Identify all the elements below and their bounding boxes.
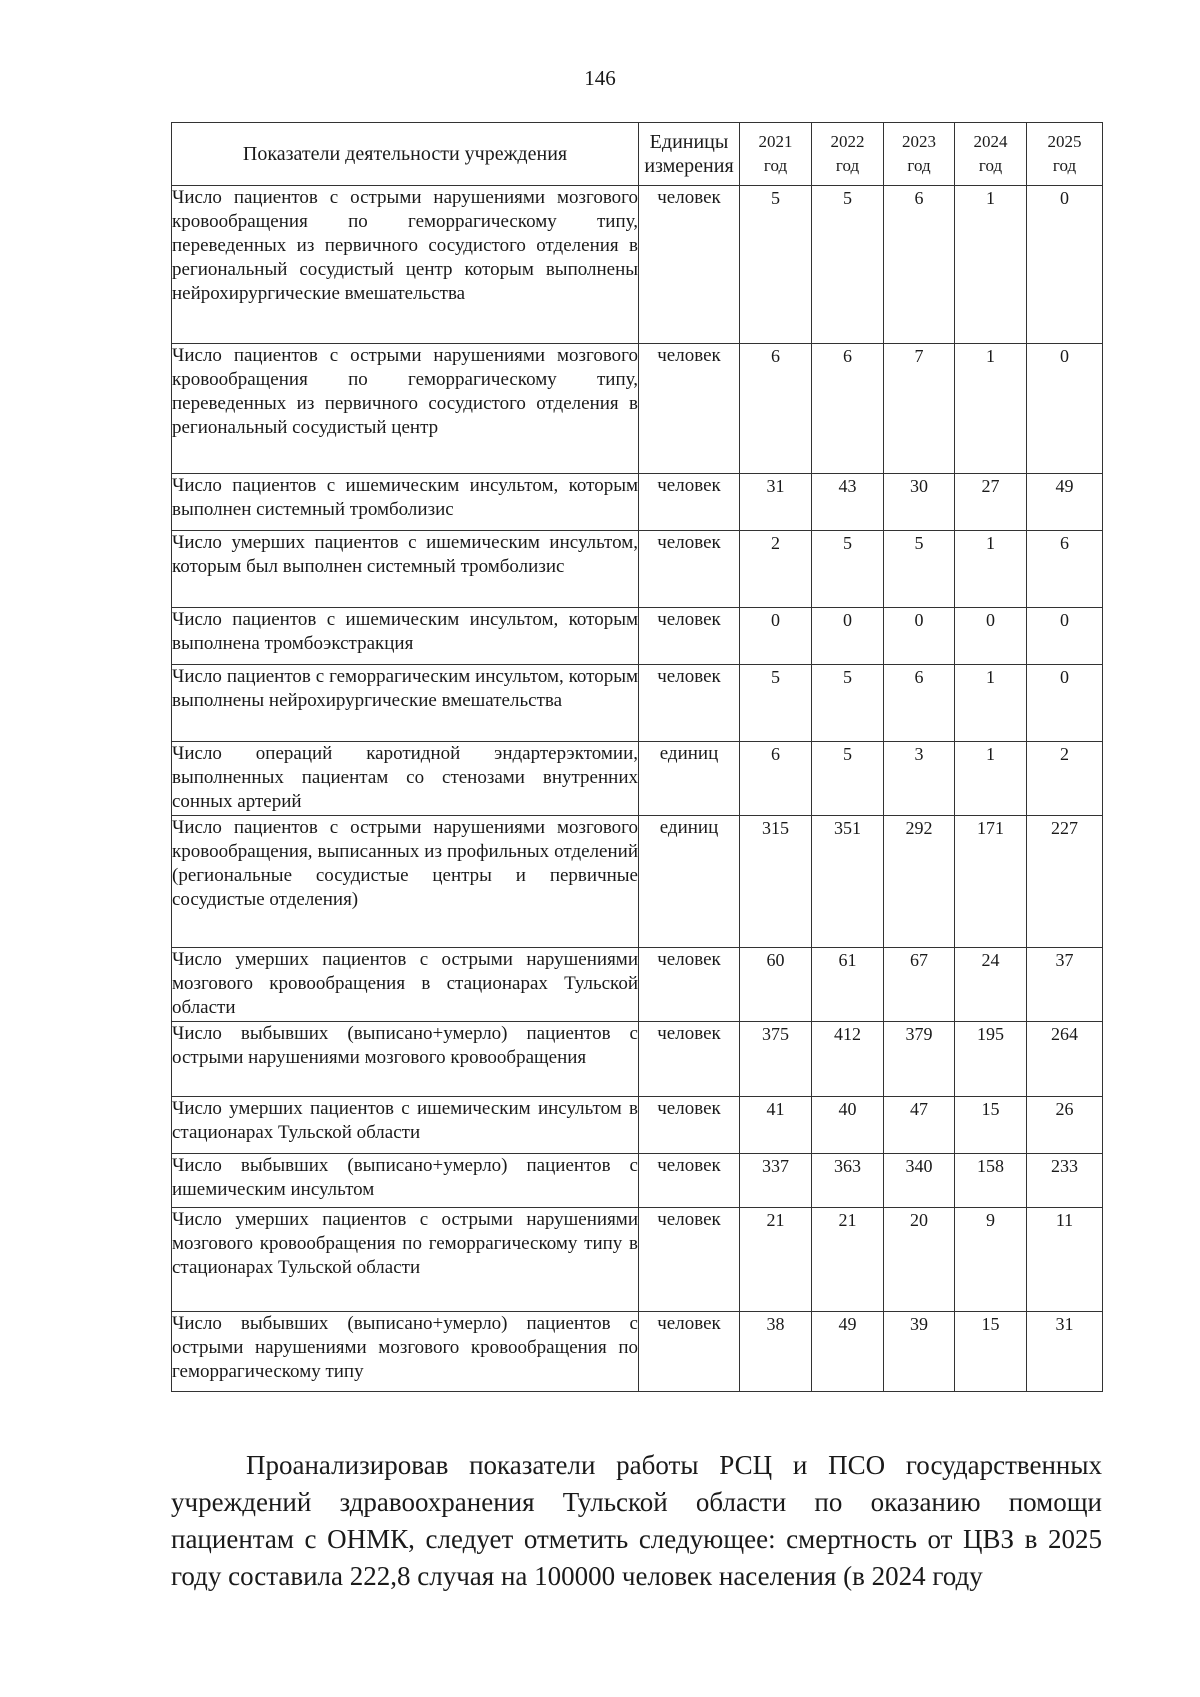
row-value-2022: 5 xyxy=(812,531,884,608)
table-row xyxy=(172,1154,1103,1208)
header-year: 2022 xyxy=(830,132,865,151)
header-year-2022 xyxy=(812,123,884,186)
header-year: 2025 xyxy=(1047,132,1082,151)
row-value-2024: 1 xyxy=(955,665,1027,742)
row-value-2021: 2 xyxy=(740,531,812,608)
row-value-2022: 6 xyxy=(812,344,884,474)
row-value-2024: 15 xyxy=(955,1312,1027,1392)
row-value-2023: 0 xyxy=(884,608,955,665)
row-indicator: Число выбывших (выписано+умерло) пациентов с ишемическим инсультом xyxy=(172,1154,639,1208)
header-year-suffix: год xyxy=(978,156,1003,175)
table-header-row xyxy=(172,123,1103,186)
row-value-2022: 5 xyxy=(812,742,884,816)
row-value-2023: 6 xyxy=(884,186,955,344)
table-row xyxy=(172,742,1103,816)
row-value-2024: 158 xyxy=(955,1154,1027,1208)
row-value-2023: 340 xyxy=(884,1154,955,1208)
row-value-2021: 5 xyxy=(740,186,812,344)
header-year-2025 xyxy=(1027,123,1103,186)
table-row xyxy=(172,474,1103,531)
row-value-2024: 15 xyxy=(955,1097,1027,1154)
row-unit: человек xyxy=(639,948,740,1022)
header-year: 2024 xyxy=(973,132,1008,151)
row-value-2022: 43 xyxy=(812,474,884,531)
row-value-2023: 67 xyxy=(884,948,955,1022)
row-unit: человек xyxy=(639,1154,740,1208)
table-row xyxy=(172,948,1103,1022)
header-year-suffix: год xyxy=(907,156,931,175)
row-unit: человек xyxy=(639,531,740,608)
row-indicator: Число выбывших (выписано+умерло) пациентов с острыми нарушениями мозгового кровообращения xyxy=(172,1022,639,1097)
row-value-2023: 30 xyxy=(884,474,955,531)
header-indicator: Показатели деятельности учреждения xyxy=(172,123,639,186)
row-value-2024: 1 xyxy=(955,742,1027,816)
row-value-2025: 0 xyxy=(1027,186,1103,344)
row-value-2022: 351 xyxy=(812,816,884,948)
indicators-table xyxy=(171,122,1103,1392)
row-value-2021: 38 xyxy=(740,1312,812,1392)
row-value-2025: 6 xyxy=(1027,531,1103,608)
row-indicator: Число пациентов с ишемическим инсультом, которым выполнена тромбоэкстракция xyxy=(172,608,639,665)
row-unit: человек xyxy=(639,608,740,665)
row-value-2022: 412 xyxy=(812,1022,884,1097)
header-year-suffix: год xyxy=(763,156,788,175)
row-unit: человек xyxy=(639,474,740,531)
row-value-2025: 37 xyxy=(1027,948,1103,1022)
row-unit: человек xyxy=(639,344,740,474)
row-unit: единиц xyxy=(639,816,740,948)
row-value-2025: 227 xyxy=(1027,816,1103,948)
header-unit-line2: измерения xyxy=(644,155,734,177)
row-indicator: Число умерших пациентов с ишемическим инсультом, которым был выполнен системный тромболизис xyxy=(172,531,639,608)
table-row xyxy=(172,1312,1103,1392)
table-row xyxy=(172,1022,1103,1097)
row-value-2024: 9 xyxy=(955,1208,1027,1312)
row-indicator: Число выбывших (выписано+умерло) пациентов с острыми нарушениями мозгового кровообращения по геморрагическому типу xyxy=(172,1312,639,1392)
row-value-2025: 2 xyxy=(1027,742,1103,816)
row-value-2024: 195 xyxy=(955,1022,1027,1097)
row-value-2025: 233 xyxy=(1027,1154,1103,1208)
row-indicator: Число пациентов с острыми нарушениями мозгового кровообращения по геморрагическому типу, переведенных из первичного сосудистого отделения в региональный сосудистый центр xyxy=(172,344,639,474)
header-unit xyxy=(639,123,740,186)
row-value-2024: 1 xyxy=(955,186,1027,344)
row-value-2025: 264 xyxy=(1027,1022,1103,1097)
header-unit-line1: Единицы xyxy=(649,131,729,153)
row-value-2023: 47 xyxy=(884,1097,955,1154)
row-value-2022: 363 xyxy=(812,1154,884,1208)
row-value-2023: 7 xyxy=(884,344,955,474)
row-value-2025: 0 xyxy=(1027,665,1103,742)
row-value-2023: 5 xyxy=(884,531,955,608)
row-indicator: Число умерших пациентов с острыми нарушениями мозгового кровообращения по геморрагическому типу в стационарах Тульской области xyxy=(172,1208,639,1312)
row-value-2021: 60 xyxy=(740,948,812,1022)
table-row xyxy=(172,186,1103,344)
row-value-2024: 0 xyxy=(955,608,1027,665)
header-year-2021 xyxy=(740,123,812,186)
table-row xyxy=(172,1208,1103,1312)
header-year: 2021 xyxy=(758,132,793,151)
page-number: 146 xyxy=(584,66,616,90)
row-indicator: Число пациентов с острыми нарушениями мозгового кровообращения, выписанных из профильных отделений (региональные сосудистые центры и первичные сосудистые отделения) xyxy=(172,816,639,948)
row-value-2025: 26 xyxy=(1027,1097,1103,1154)
row-value-2021: 337 xyxy=(740,1154,812,1208)
table-row xyxy=(172,344,1103,474)
row-value-2025: 0 xyxy=(1027,344,1103,474)
row-indicator: Число пациентов с ишемическим инсультом, которым выполнен системный тромболизис xyxy=(172,474,639,531)
row-value-2023: 292 xyxy=(884,816,955,948)
row-unit: человек xyxy=(639,1022,740,1097)
row-value-2025: 49 xyxy=(1027,474,1103,531)
row-value-2021: 5 xyxy=(740,665,812,742)
table-row xyxy=(172,1097,1103,1154)
row-unit: человек xyxy=(639,665,740,742)
row-value-2023: 3 xyxy=(884,742,955,816)
row-unit: человек xyxy=(639,186,740,344)
body-paragraph: Проанализировав показатели работы РСЦ и ПСО государственных учреждений здравоохранения Тульской области по оказанию помощи пациентам с ОНМК, следует отметить следующее: смертность от ЦВЗ в 2025 году составила 222,8 случая на 100000 человек населения (в 2024 году xyxy=(171,1450,1102,1591)
row-value-2024: 27 xyxy=(955,474,1027,531)
row-value-2022: 21 xyxy=(812,1208,884,1312)
row-value-2025: 11 xyxy=(1027,1208,1103,1312)
header-year-suffix: год xyxy=(1052,156,1077,175)
row-unit: человек xyxy=(639,1312,740,1392)
table-row xyxy=(172,531,1103,608)
table-row xyxy=(172,608,1103,665)
row-value-2023: 20 xyxy=(884,1208,955,1312)
row-indicator: Число умерших пациентов с острыми нарушениями мозгового кровообращения в стационарах Тульской области xyxy=(172,948,639,1022)
row-value-2021: 31 xyxy=(740,474,812,531)
header-year-2024 xyxy=(955,123,1027,186)
row-indicator: Число пациентов с геморрагическим инсультом, которым выполнены нейрохирургические вмешательства xyxy=(172,665,639,742)
row-unit: человек xyxy=(639,1097,740,1154)
row-indicator: Число операций каротидной эндартерэктомии, выполненных пациентам со стенозами внутренних сонных артерий xyxy=(172,742,639,816)
header-year: 2023 xyxy=(902,132,936,151)
row-unit: единиц xyxy=(639,742,740,816)
row-value-2021: 375 xyxy=(740,1022,812,1097)
row-value-2023: 379 xyxy=(884,1022,955,1097)
row-value-2024: 171 xyxy=(955,816,1027,948)
header-year-suffix: год xyxy=(835,156,860,175)
row-value-2022: 61 xyxy=(812,948,884,1022)
row-value-2022: 0 xyxy=(812,608,884,665)
row-value-2023: 39 xyxy=(884,1312,955,1392)
row-value-2021: 6 xyxy=(740,742,812,816)
row-value-2024: 1 xyxy=(955,531,1027,608)
row-value-2024: 1 xyxy=(955,344,1027,474)
row-value-2021: 21 xyxy=(740,1208,812,1312)
row-value-2025: 0 xyxy=(1027,608,1103,665)
row-value-2021: 0 xyxy=(740,608,812,665)
row-value-2022: 5 xyxy=(812,665,884,742)
row-value-2021: 41 xyxy=(740,1097,812,1154)
row-value-2024: 24 xyxy=(955,948,1027,1022)
header-year-2023 xyxy=(884,123,955,186)
row-value-2022: 40 xyxy=(812,1097,884,1154)
row-value-2022: 49 xyxy=(812,1312,884,1392)
row-indicator: Число умерших пациентов с ишемическим инсультом в стационарах Тульской области xyxy=(172,1097,639,1154)
row-value-2023: 6 xyxy=(884,665,955,742)
row-value-2021: 315 xyxy=(740,816,812,948)
row-unit: человек xyxy=(639,1208,740,1312)
row-indicator: Число пациентов с острыми нарушениями мозгового кровообращения по геморрагическому типу, переведенных из первичного сосудистого отделения в региональный сосудистый центр которым выполнены нейрохирургические вмешательства xyxy=(172,186,639,344)
table-row xyxy=(172,665,1103,742)
row-value-2025: 31 xyxy=(1027,1312,1103,1392)
table-row xyxy=(172,816,1103,948)
row-value-2021: 6 xyxy=(740,344,812,474)
row-value-2022: 5 xyxy=(812,186,884,344)
